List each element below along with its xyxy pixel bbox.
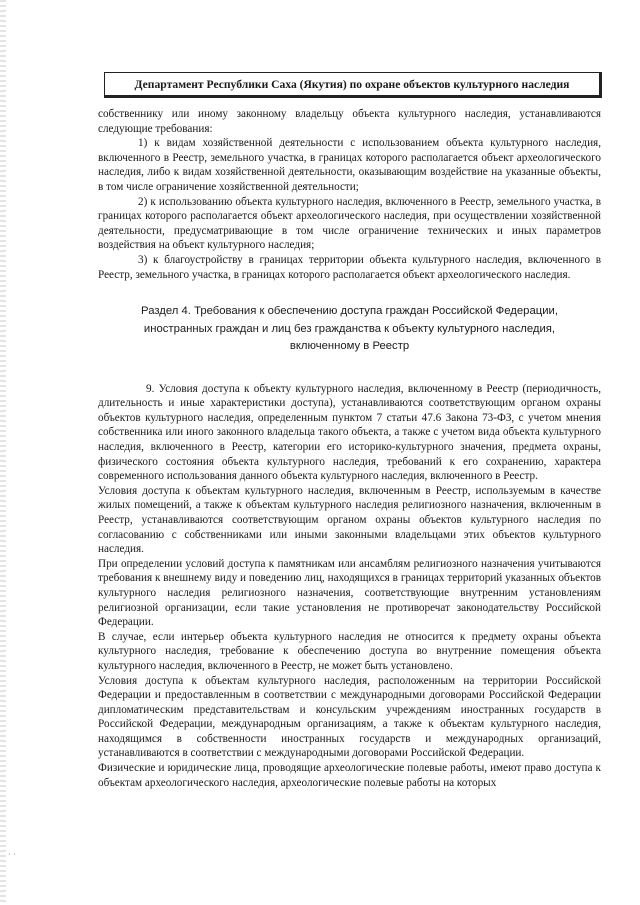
requirement-3: 3) к благоустройству в границах территории объекта культурного наследия, включенного в Реестр, земельного участка, в границах которого располагается объект археологического наследия.: [98, 253, 601, 281]
corner-marks: · ·: [8, 850, 16, 859]
section-title-line: Раздел 4. Требования к обеспечению доступа граждан Российской Федерации,: [141, 305, 558, 318]
page-header: Департамент Республики Саха (Якутия) по охране объектов культурного наследия: [104, 72, 602, 98]
scan-edge-artifact: [0, 0, 6, 905]
intro-paragraph: собственнику или иному законному владельцу объекта культурного наследия, устанавливаются следующие требования:: [98, 108, 601, 135]
body-paragraph: В случае, если интерьер объекта культурного наследия не относится к предмету охраны объекта культурного наследия, требование к обеспечению доступа во внутренние помещения объекта культурного наследия, включенного в Реестр, не может быть установлено.: [98, 630, 601, 672]
section-title-line: иностранных граждан и лиц без гражданства к объекту культурного наследия,: [143, 322, 556, 335]
section-title: [98, 303, 601, 356]
clause-9: 9. Условия доступа к объекту культурного наследия, включенному в Реестр (периодичность, длительность и иные характеристики доступа), устанавливаются соответствующим органом охраны объектов культурного наследия, определенным пунктом 7 статьи 47.6 Закона 73-ФЗ, с учетом мнения собственника или иного законного владельца такого объекта, а также с учетом вида объекта культурного наследия, включенного в Реестр, категории его историко-культурного значения, предмета охраны, физического состояния объекта культурного наследия, требований к его сохранению, характера современного использования данного объекта культурного наследия, включенного в Реестр.: [98, 382, 601, 483]
requirement-2: 2) к использованию объекта культурного наследия, включенного в Реестр, земельного участка, в границах которого располагается объект археологического наследия, при осуществлении хозяйственной деятельности, предусматривающие в том числе ограничение технических и иных параметров воздействия на объект культурного наследия;: [98, 195, 601, 252]
section-title-line: включенному в Реестр: [289, 340, 410, 353]
body-paragraph: При определении условий доступа к памятникам или ансамблям религиозного назначения учитываются требования к внешнему виду и поведению лиц, находящихся в границах территорий указанных объектов культурного наследия религиозного назначения, соответствующие внутренним установлениям религиозной организации, если такие установления не противоречат законодательству Российской Федерации.: [98, 557, 601, 629]
body-paragraph: Физические и юридические лица, проводящие археологические полевые работы, имеют право доступа к объектам археологического наследия, археологические полевые работы на которых: [98, 762, 601, 789]
document-body: [98, 107, 601, 790]
body-paragraph: Условия доступа к объектам культурного наследия, расположенным на территории Российской Федерации и предоставленным в соответствии с международными договорами Российской Федерации дипломатическим представительствам и консульским учреждениям иностранных государств в Российской Федерации, международным организациям, а также к объектам культурного наследия, находящимся в собственности иностранных государств и международных организаций, устанавливаются в соответствии с международными договорами Российской Федерации.: [98, 674, 601, 760]
requirement-1: 1) к видам хозяйственной деятельности с использованием объекта культурного наследия, включенного в Реестр, земельного участка, в границах которого располагается объект археологического наследия, либо к видам хозяйственной деятельности, оказывающим воздействие на указанные объекты, в том числе ограничение хозяйственной деятельности;: [98, 137, 601, 193]
body-paragraph: Условия доступа к объектам культурного наследия, включенным в Реестр, используемым в качестве жилых помещений, а также к объектам культурного наследия религиозного назначения, включенным в Реестр, устанавливаются соответствующим органом охраны объектов культурного наследия по согласованию с собственниками или иными законными владельцами этих объектов культурного наследия.: [98, 484, 601, 556]
